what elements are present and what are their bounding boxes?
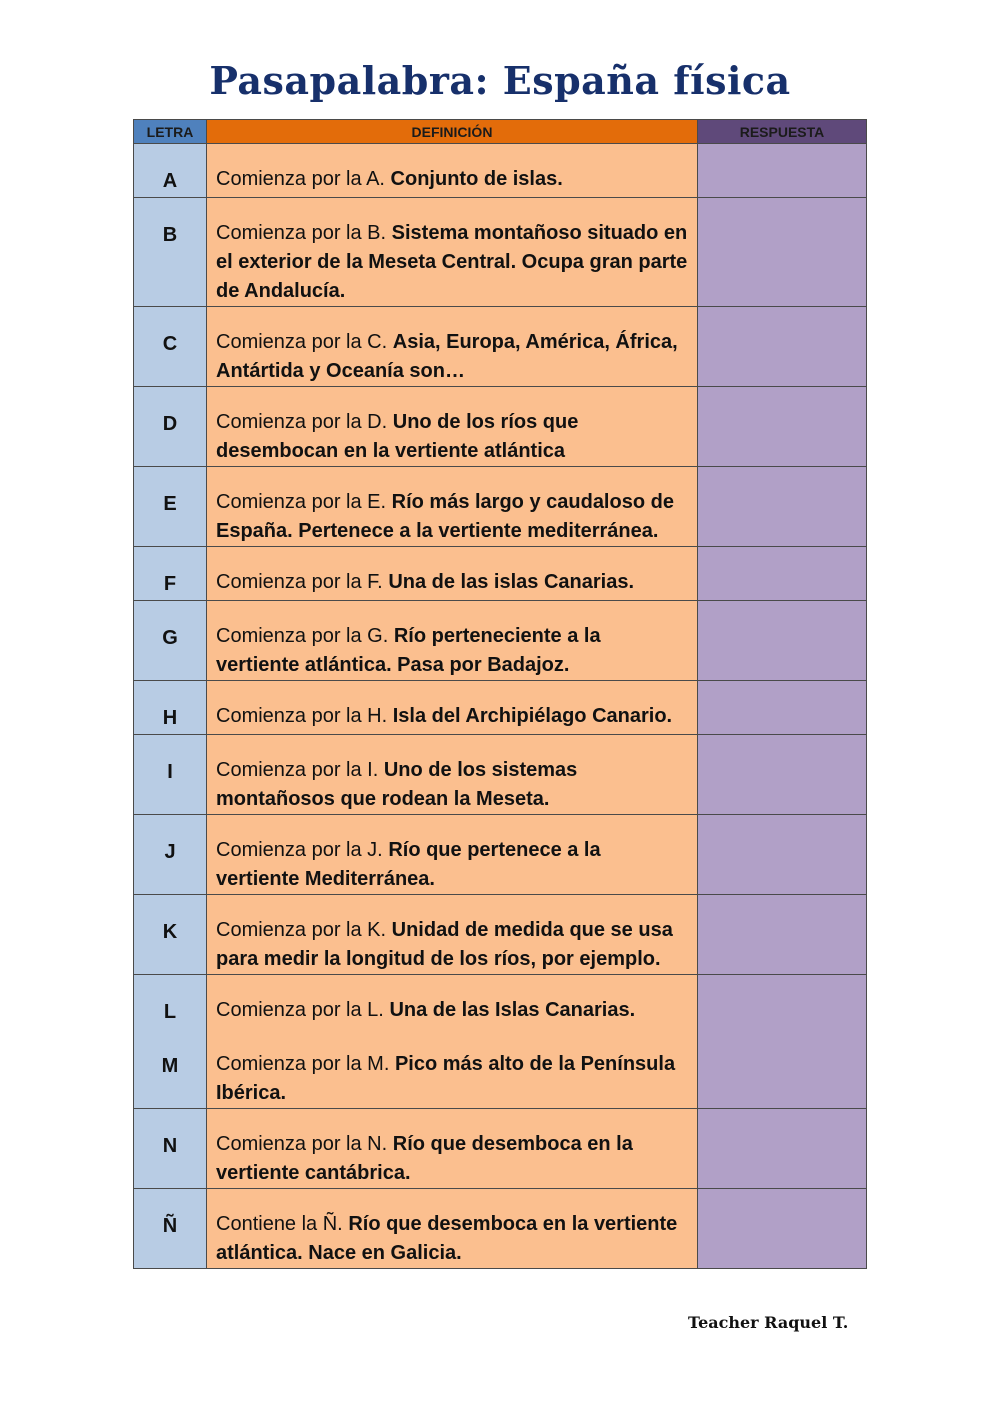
answer-cell[interactable] [698,307,867,387]
definition-lead: Comienza por la L. [216,999,384,1021]
header-letter: LETRA [134,120,207,144]
table-row [134,895,867,975]
row-definition [207,895,698,975]
row-definition [207,198,698,307]
table-row [134,198,867,307]
definition-lead: Comienza por la D. [216,411,388,433]
answer-cell[interactable] [698,467,867,547]
row-definition [207,601,698,681]
definition-lead: Comienza por la G. [216,625,389,647]
table-row [134,144,867,198]
row-letter: N [134,1109,207,1189]
definition-lead: Comienza por la J. [216,839,383,861]
definition-clue: Uno de los ríos que desembocan en la vertiente atlántica [216,411,579,462]
definition-clue: Río más largo y caudaloso de España. Pertenece a la vertiente mediterránea. [216,491,674,542]
row-letter: B [134,198,207,307]
definition-clue: Río que desemboca en la vertiente atlántica. Nace en Galicia. [216,1213,678,1264]
definition-clue: Río que desemboca en la vertiente cantábrica. [216,1133,633,1184]
row-definition [207,1109,698,1189]
definition-lead: Comienza por la A. [216,168,385,190]
answer-cell[interactable] [698,387,867,467]
definition-clue: Río que pertenece a la vertiente Mediterránea. [216,839,601,890]
definition-line [216,999,635,1021]
answer-cell[interactable] [698,681,867,735]
table-row [134,1109,867,1189]
row-letter: G [134,601,207,681]
row-definition [207,975,698,1109]
table-row [134,601,867,681]
row-definition [207,815,698,895]
table-row [134,681,867,735]
definition-clue: Conjunto de islas. [390,168,563,190]
definition-lead: Comienza por la F. [216,571,383,593]
row-letter: C [134,307,207,387]
definition-clue: Isla del Archipiélago Canario. [392,705,673,727]
answer-cell[interactable] [698,975,867,1109]
row-letter: M [161,1055,179,1077]
row-letter: D [134,387,207,467]
definition-lead: Comienza por la B. [216,222,387,244]
header-row [134,120,867,144]
quiz-table [133,119,867,1269]
definition-clue: Asia, Europa, América, África, Antártida y Oceanía son… [216,331,678,382]
row-letter: F [134,547,207,601]
definition-lead: Comienza por la E. [216,491,387,513]
author-credit: Teacher Raquel T. [688,1313,849,1332]
definition-clue: Uno de los sistemas montañosos que rodean la Meseta. [216,759,578,810]
table-row [134,547,867,601]
table-row [134,815,867,895]
answer-cell[interactable] [698,895,867,975]
table-row [134,467,867,547]
answer-cell[interactable] [698,198,867,307]
row-definition [207,387,698,467]
row-letter: I [134,735,207,815]
row-letter-pair [134,975,207,1109]
table-row [134,307,867,387]
header-answer: RESPUESTA [698,120,867,144]
definition-clue: Una de las islas Canarias. [388,571,634,593]
definition-lead: Comienza por la C. [216,331,388,353]
table-row [134,387,867,467]
table-row [134,975,867,1109]
page-title: Pasapalabra: España física [209,58,791,103]
row-letter: L [163,1001,177,1023]
answer-cell[interactable] [698,1109,867,1189]
row-definition [207,1189,698,1269]
row-definition [207,307,698,387]
answer-cell[interactable] [698,815,867,895]
row-letter: K [134,895,207,975]
row-definition [207,547,698,601]
definition-lead: Comienza por la M. [216,1053,390,1075]
definition-clue: Pico más alto de la Península Ibérica. [216,1053,676,1104]
table-row [134,1189,867,1269]
definition-lead: Comienza por la K. [216,919,387,941]
definition-line [216,1050,689,1108]
answer-cell[interactable] [698,601,867,681]
row-letter: J [134,815,207,895]
definition-lead: Contiene la Ñ. [216,1213,343,1235]
definition-lead: Comienza por la N. [216,1133,388,1155]
row-definition [207,144,698,198]
definition-clue: Sistema montañoso situado en el exterior de la Meseta Central. Ocupa gran parte de Andalucía. [216,222,688,302]
answer-cell[interactable] [698,1189,867,1269]
definition-clue: Río perteneciente a la vertiente atlántica. Pasa por Badajoz. [216,625,601,676]
answer-cell[interactable] [698,144,867,198]
definition-lead: Comienza por la I. [216,759,379,781]
header-definition: DEFINICIÓN [207,120,698,144]
table-row [134,735,867,815]
answer-cell[interactable] [698,735,867,815]
answer-cell[interactable] [698,547,867,601]
definition-clue: Unidad de medida que se usa para medir la longitud de los ríos, por ejemplo. [216,919,673,970]
row-letter: Ñ [134,1189,207,1269]
row-letter: A [134,144,207,198]
definition-clue: Una de las Islas Canarias. [389,999,636,1021]
definition-lead: Comienza por la H. [216,705,388,727]
row-definition [207,467,698,547]
row-letter: E [134,467,207,547]
row-letter: H [134,681,207,735]
row-definition [207,735,698,815]
row-definition [207,681,698,735]
